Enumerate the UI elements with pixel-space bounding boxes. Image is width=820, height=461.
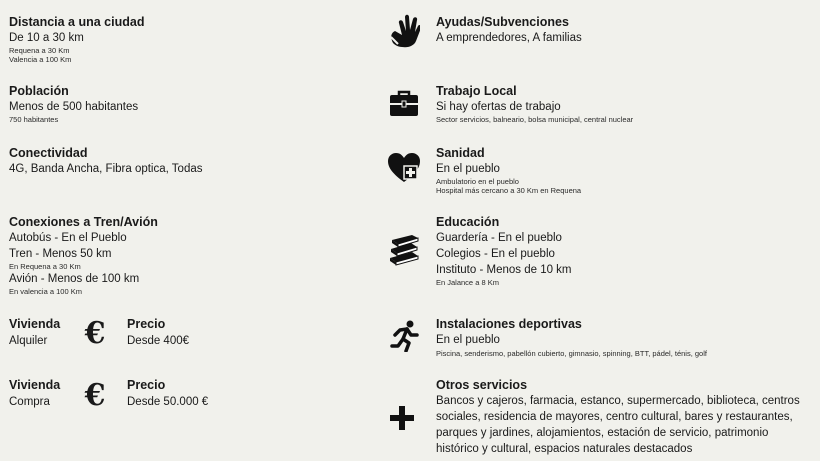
euro-icon: € xyxy=(84,316,106,351)
otros-line: histórico y cultural, espacios naturales destacados xyxy=(436,443,693,455)
sanidad-title: Sanidad xyxy=(436,146,485,160)
precio-title: Precio xyxy=(127,317,166,331)
precio-alquiler xyxy=(127,316,189,349)
otros-section xyxy=(436,377,811,457)
sanidad-note: Ambulatorio en el pueblo xyxy=(436,177,519,186)
conexiones-title: Conexiones a Tren/Avión xyxy=(9,215,158,229)
precio-value: Desde 400€ xyxy=(127,335,190,347)
distancia-section xyxy=(9,14,144,64)
conectividad-title: Conectividad xyxy=(9,146,88,160)
otros-line: parques y jardines, alojamientos, estación de servicio, patrimonio xyxy=(436,427,769,439)
sanidad-note: Hospital más cercano a 30 Km en Requena xyxy=(436,186,582,195)
educacion-section xyxy=(436,214,572,287)
heart-plus-icon xyxy=(387,152,421,184)
conexiones-line: Autobús - En el Pueblo xyxy=(9,232,127,244)
plus-icon xyxy=(388,401,416,435)
conexiones-note: En Requena a 30 Km xyxy=(9,262,81,271)
ayudas-value: A emprendedores, A familias xyxy=(436,32,582,44)
euro-icon: € xyxy=(84,378,106,413)
conexiones-section xyxy=(9,214,158,296)
vivienda-type: Compra xyxy=(9,396,50,408)
deportes-title: Instalaciones deportivas xyxy=(436,317,582,331)
ayudas-section xyxy=(436,14,582,46)
vivienda-alquiler-section xyxy=(9,316,60,349)
conexiones-line: Tren - Menos 50 km xyxy=(9,248,112,260)
deportes-note: Piscina, senderismo, pabellón cubierto, gimnasio, spinning, BTT, pádel, ténis, golf xyxy=(436,349,707,358)
sanidad-value: En el pueblo xyxy=(436,163,500,175)
books-icon xyxy=(388,234,420,266)
poblacion-title: Población xyxy=(9,84,69,98)
vivienda-compra-section xyxy=(9,377,60,410)
educacion-note: En Jalance a 8 Km xyxy=(436,278,499,287)
briefcase-icon xyxy=(389,89,419,117)
hand-icon xyxy=(387,13,421,49)
deportes-section xyxy=(436,316,707,358)
otros-line: Bancos y cajeros, farmacia, estanco, supermercado, biblioteca, centros xyxy=(436,395,800,407)
educacion-line: Colegios - En el pueblo xyxy=(436,248,555,260)
educacion-line: Guardería - En el pueblo xyxy=(436,232,562,244)
conectividad-section xyxy=(9,145,203,177)
vivienda-type: Alquiler xyxy=(9,335,48,347)
educacion-title: Educación xyxy=(436,215,500,229)
educacion-line: Instituto - Menos de 10 km xyxy=(436,264,572,276)
trabajo-note: Sector servicios, balneario, bolsa municipal, central nuclear xyxy=(436,115,634,124)
distancia-note: Requena a 30 Km xyxy=(9,46,70,55)
runner-icon xyxy=(389,320,419,352)
conexiones-line: Avión - Menos de 100 km xyxy=(9,273,140,285)
conectividad-value: 4G, Banda Ancha, Fibra optica, Todas xyxy=(9,163,203,175)
poblacion-note: 750 habitantes xyxy=(9,115,59,124)
otros-title: Otros servicios xyxy=(436,378,528,392)
trabajo-section xyxy=(436,83,633,124)
trabajo-value: Si hay ofertas de trabajo xyxy=(436,101,561,113)
vivienda-title: Vivienda xyxy=(9,378,61,392)
conexiones-note: En valencia a 100 Km xyxy=(9,287,82,296)
precio-title: Precio xyxy=(127,378,166,392)
distancia-value: De 10 a 30 km xyxy=(9,32,84,44)
distancia-title: Distancia a una ciudad xyxy=(9,15,145,29)
poblacion-value: Menos de 500 habitantes xyxy=(9,101,139,113)
ayudas-title: Ayudas/Subvenciones xyxy=(436,15,569,29)
precio-value: Desde 50.000 € xyxy=(127,396,209,408)
vivienda-title: Vivienda xyxy=(9,317,61,331)
poblacion-section xyxy=(9,83,138,124)
otros-line: sociales, residencia de mayores, centro cultural, bares y restaurantes, xyxy=(436,411,793,423)
sanidad-section xyxy=(436,145,581,195)
trabajo-title: Trabajo Local xyxy=(436,84,517,98)
precio-compra xyxy=(127,377,208,410)
deportes-value: En el pueblo xyxy=(436,334,500,346)
distancia-note: Valencia a 100 Km xyxy=(9,55,72,64)
